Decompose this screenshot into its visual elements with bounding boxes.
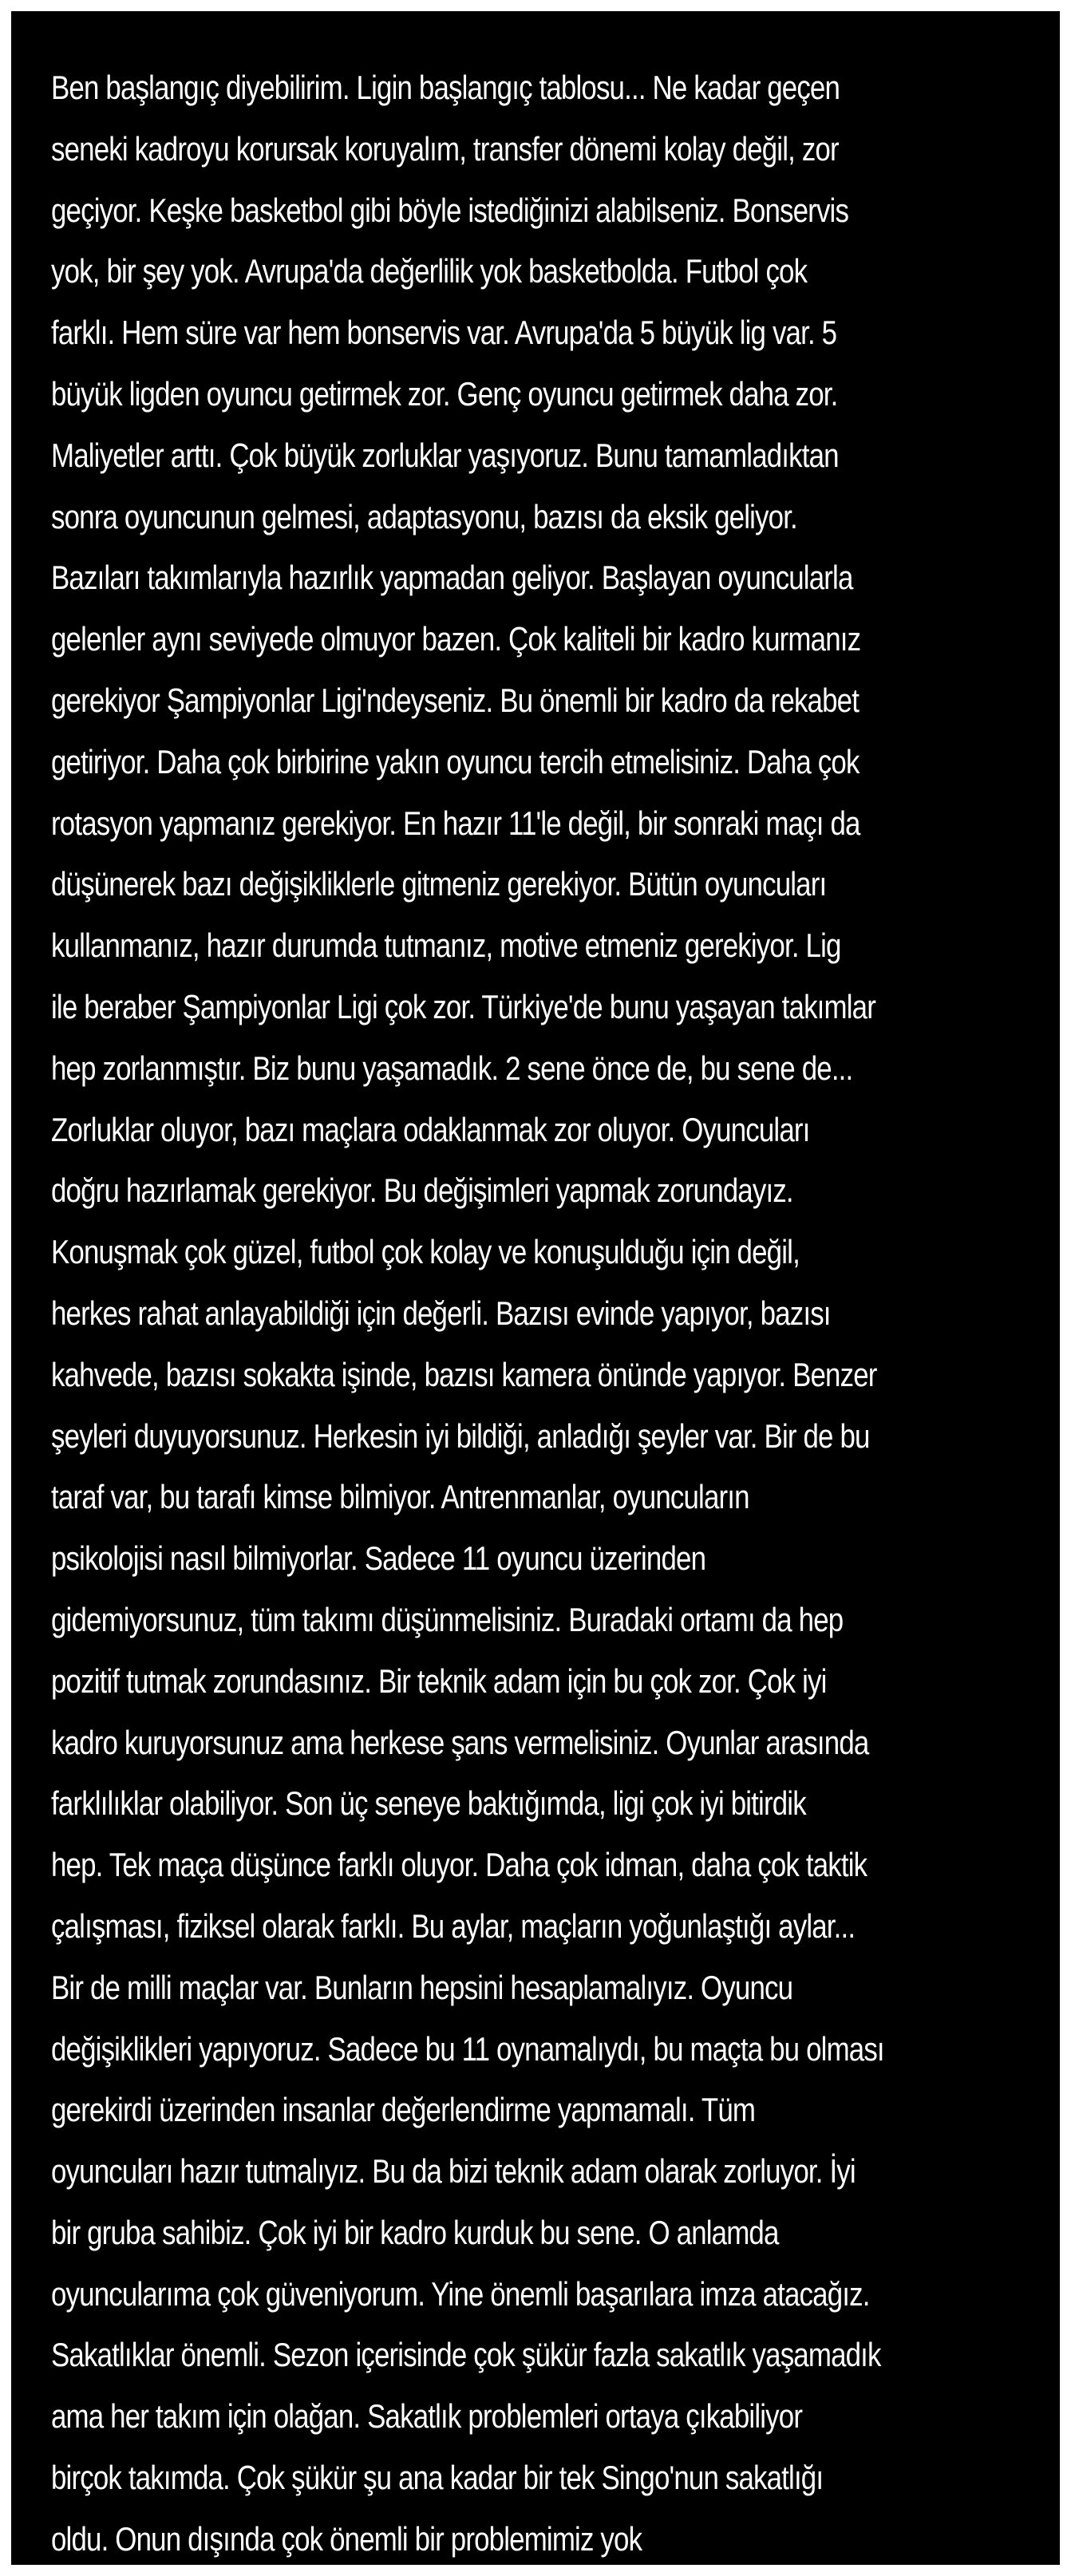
- text-line: büyük ligden oyuncu getirmek zor. Genç oyuncu getirmek daha zor.: [51, 374, 838, 413]
- text-line: geçiyor. Keşke basketbol gibi böyle istediğinizi alabilseniz. Bonservis: [51, 191, 849, 229]
- text-line: birçok takımda. Çok şükür şu ana kadar bir tek Singo'nun sakatlığı: [51, 2459, 824, 2497]
- text-line: farklı. Hem süre var hem bonservis var. Avrupa'da 5 büyük lig var. 5: [51, 314, 837, 352]
- text-line: bir gruba sahibiz. Çok iyi bir kadro kurduk bu sene. O anlamda: [51, 2213, 779, 2251]
- text-line: Sakatlıklar önemli. Sezon içerisinde çok şükür fazla sakatlık yaşamadık: [51, 2336, 881, 2374]
- text-line: Bazıları takımlarıyla hazırlık yapmadan geliyor. Başlayan oyuncularla: [51, 559, 853, 597]
- text-line: değişiklikleri yapıyoruz. Sadece bu 11 oynamalıydı, bu maçta bu olması: [51, 2029, 884, 2068]
- text-line: seneki kadroyu korursak koruyalım, transfer dönemi kolay değil, zor: [51, 129, 839, 168]
- text-line: gidemiyorsunuz, tüm takımı düşünmelisiniz. Buradaki ortamı da hep: [51, 1600, 844, 1638]
- text-line: oyuncuları hazır tutmalıyız. Bu da bizi teknik adam olarak zorluyor. İyi: [51, 2152, 856, 2191]
- text-line: hep. Tek maça düşünce farklı oluyor. Daha çok idman, daha çok taktik: [51, 1846, 867, 1884]
- text-line: Bir de milli maçlar var. Bunların hepsini hesaplamalıyız. Oyuncu: [51, 1968, 793, 2006]
- text-line: psikolojisi nasıl bilmiyorlar. Sadece 11 oyuncu üzerinden: [51, 1539, 706, 1578]
- text-line: gelenler aynı seviyede olmuyor bazen. Çok kaliteli bir kadro kurmanız: [51, 620, 861, 658]
- text-line: pozitif tutmak zorundasınız. Bir teknik adam için bu çok zor. Çok iyi: [51, 1661, 827, 1700]
- text-line: getiriyor. Daha çok birbirine yakın oyuncu tercih etmelisiniz. Daha çok: [51, 742, 860, 780]
- text-line: Maliyetler arttı. Çok büyük zorluklar yaşıyoruz. Bunu tamamladıktan: [51, 436, 839, 474]
- text-line: hep zorlanmıştır. Biz bunu yaşamadık. 2 sene önce de, bu sene de...: [51, 1049, 853, 1087]
- text-line: ama her takım için olağan. Sakatlık problemleri ortaya çıkabiliyor: [51, 2397, 803, 2436]
- quote-text: [51, 57, 1025, 2570]
- text-line: rotasyon yapmanız gerekiyor. En hazır 11'le değil, bir sonraki maçı da: [51, 804, 860, 842]
- text-line: kahvede, bazısı sokakta işinde, bazısı kamera önünde yapıyor. Benzer: [51, 1355, 877, 1393]
- text-line: çalışması, fiziksel olarak farklı. Bu aylar, maçların yoğunlaştığı aylar...: [51, 1906, 856, 1945]
- text-line: yok, bir şey yok. Avrupa'da değerlilik yok basketbolda. Futbol çok: [51, 252, 808, 290]
- text-line: gerekiyor Şampiyonlar Ligi'ndeyseniz. Bu önemli bir kadro da rekabet: [51, 681, 860, 719]
- text-line: kadro kuruyorsunuz ama herkese şans vermelisiniz. Oyunlar arasında: [51, 1723, 869, 1761]
- text-line: Konuşmak çok güzel, futbol çok kolay ve konuşulduğu için değil,: [51, 1233, 800, 1271]
- text-line: Zorluklar oluyor, bazı maçlara odaklanmak zor oluyor. Oyuncuları: [51, 1110, 810, 1148]
- text-line: kullanmanız, hazır durumda tutmanız, motive etmeniz gerekiyor. Lig: [51, 926, 841, 965]
- text-line: oyuncularıma çok güveniyorum. Yine önemli başarılara imza atacağız.: [51, 2274, 870, 2313]
- text-line: şeyleri duyuyorsunuz. Herkesin iyi bildiği, anladığı şeyler var. Bir de bu: [51, 1416, 870, 1455]
- text-line: oldu. Onun dışında çok önemli bir problemimiz yok: [51, 2519, 642, 2558]
- text-line: ile beraber Şampiyonlar Ligi çok zor. Türkiye'de bunu yaşayan takımlar: [51, 987, 875, 1025]
- quote-card: [11, 11, 1060, 2565]
- text-line: düşünerek bazı değişikliklerle gitmeniz gerekiyor. Bütün oyuncuları: [51, 865, 827, 903]
- text-line: taraf var, bu tarafı kimse bilmiyor. Antrenmanlar, oyuncuların: [51, 1478, 749, 1516]
- text-line: herkes rahat anlayabildiği için değerli. Bazısı evinde yapıyor, bazısı: [51, 1294, 831, 1332]
- text-line: doğru hazırlamak gerekiyor. Bu değişimleri yapmak zorundayız.: [51, 1171, 793, 1210]
- text-line: sonra oyuncunun gelmesi, adaptasyonu, bazısı da eksik geliyor.: [51, 497, 797, 535]
- text-line: gerekirdi üzerinden insanlar değerlendirme yapmamalı. Tüm: [51, 2091, 756, 2129]
- text-line: farklılıklar olabiliyor. Son üç seneye baktığımda, ligi çok iyi bitirdik: [51, 1784, 806, 1823]
- text-line: Ben başlangıç diyebilirim. Ligin başlangıç tablosu... Ne kadar geçen: [51, 69, 840, 106]
